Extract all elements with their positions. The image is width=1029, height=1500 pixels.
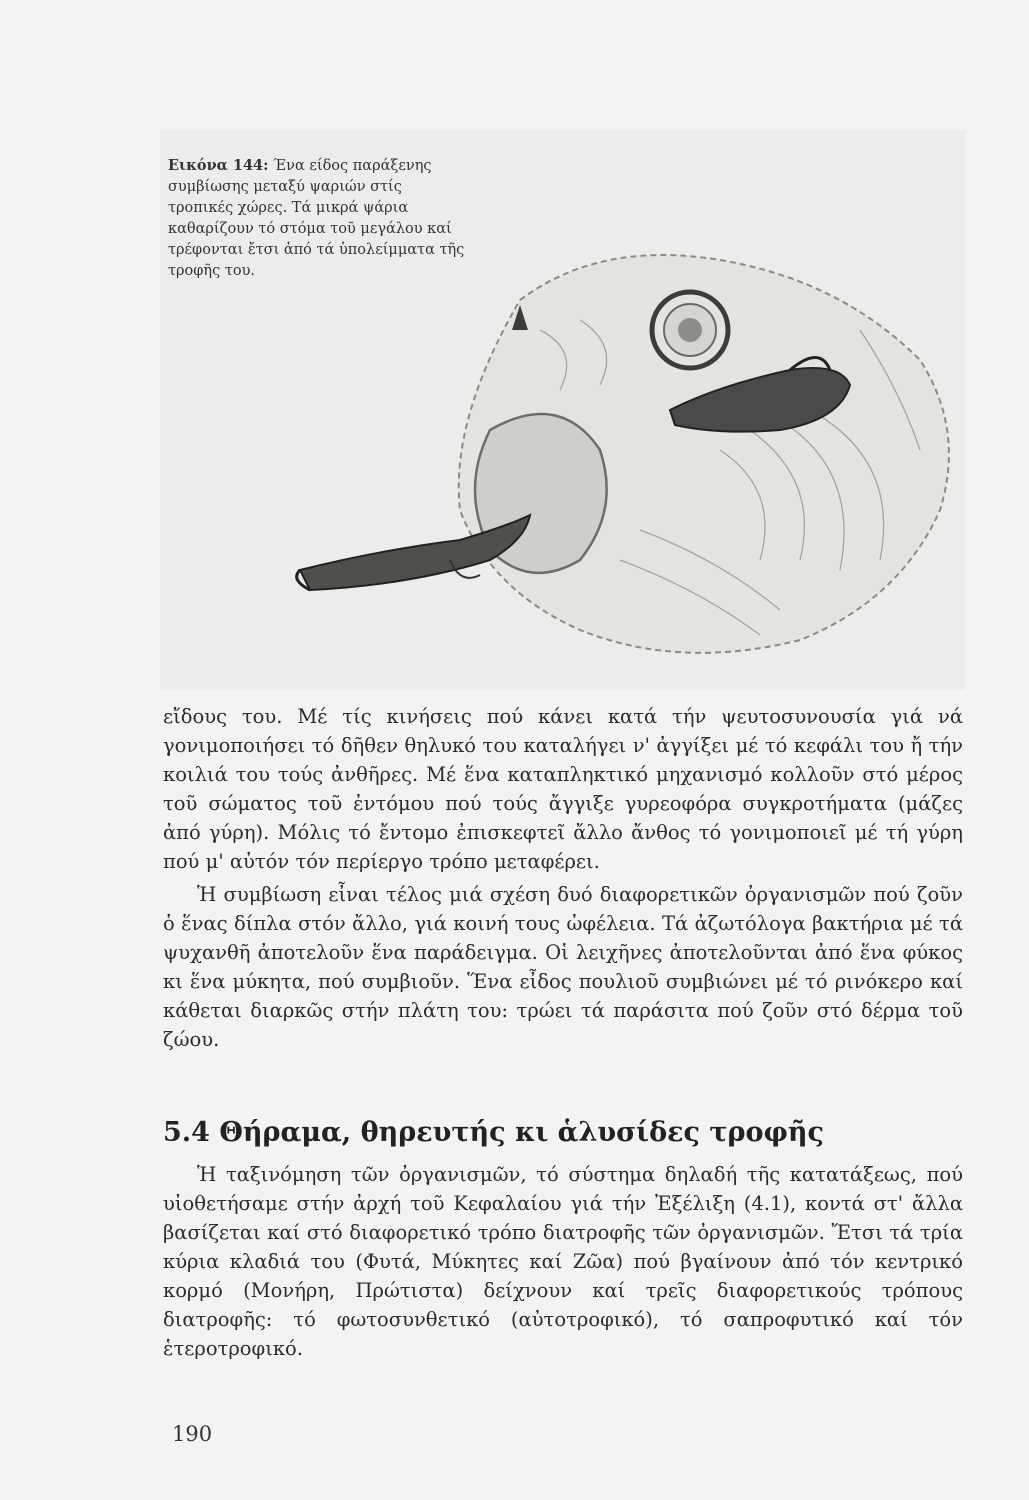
body-paragraph-2 — [163, 880, 963, 1054]
figure-caption — [168, 155, 468, 282]
body-paragraph-1 — [163, 702, 963, 876]
paragraph-text: εἴδους του. Μέ τίς κινήσεις πού κάνει κατά τήν ψευτοσυνουσία γιά νά γονιμοποιήσει τό δῆθεν θηλυκό του καταλήγει ν' ἀγγίξει μέ τό κεφάλι του ἤ τήν κοιλιά του τούς ἀνθῆρες. Μέ ἕνα καταπληκτικό μηχανισμό κολλοῦν στό μέρος τοῦ σώματος τοῦ ἐντόμου πού τούς ἄγγιξε γυρεοφόρα συγκροτήματα (μάζες ἀπό γύρη). Μόλις τό ἔντομο ἐπισκεφτεῖ ἄλλο ἄνθος τό γονιμοποιεῖ μέ τή γύρη πού μ' αὐτόν τόν περίεργο τρόπο μεταφέρει. — [163, 705, 963, 873]
section-paragraph — [163, 1160, 963, 1363]
paragraph-text: Ἡ συμβίωση εἶναι τέλος μιά σχέση δυό διαφορετικῶν ὀργανισμῶν πού ζοῦν ὁ ἕνας δίπλα στόν ἄλλο, γιά κοινή τους ὠφέλεια. Τά ἀζωτόλογα βακτήρια μέ τά ψυχανθῆ ἀποτελοῦν ἕνα παράδειγμα. Οἱ λειχῆνες ἀποτελοῦνται ἀπό ἕνα φύκος κι ἕνα μύκητα, πού συμβιοῦν. Ἕνα εἶδος πουλιοῦ συμβιώνει μέ τό ρινόκερο καί κάθεται διαρκῶς στήν πλάτη του: τρώει τά παράσιτα πού ζοῦν στό δέρμα τοῦ ζώου. — [163, 883, 963, 1051]
caption-label: Εικόνα 144: — [168, 157, 269, 174]
paragraph-text: Ἡ ταξινόμηση τῶν ὀργανισμῶν, τό σύστημα δηλαδή τῆς κατατάξεως, πού υἱοθετήσαμε στήν ἀρχή τοῦ Κεφαλαίου γιά τήν Ἐξέλιξη (4.1), κοντά στ' ἄλλα βασίζεται καί στό διαφορετικό τρόπο διατροφῆς τῶν ὀργανισμῶν. Ἔτσι τά τρία κύρια κλαδιά του (Φυτά, Μύκητες καί Ζῶα) πού βγαίνουν ἀπό τόν κεντρικό κορμό (Μονήρη, Πρώτιστα) δείχνουν καί τρεῖς διαφορετικούς τρόπους διατροφῆς: τό φωτοσυνθετικό (αὐτοτροφικό), τό σαπροφυτικό καί τόν ἑτεροτροφικό. — [163, 1163, 963, 1360]
page-number: 190 — [172, 1422, 213, 1446]
caption-text: Ένα είδος παράξενης συμβίωσης μεταξύ ψαριών στίς τροπικές χώρες. Τά μικρά ψάρια καθαρίζουν τό στόμα τοῦ μεγάλου καί τρέφονται ἔτσι ἀπό τά ὑπολείμματα τῆς τροφῆς του. — [168, 158, 465, 279]
section-heading: 5.4 Θήραμα, θηρευτής κι ἁλυσίδες τροφῆς — [163, 1117, 824, 1148]
